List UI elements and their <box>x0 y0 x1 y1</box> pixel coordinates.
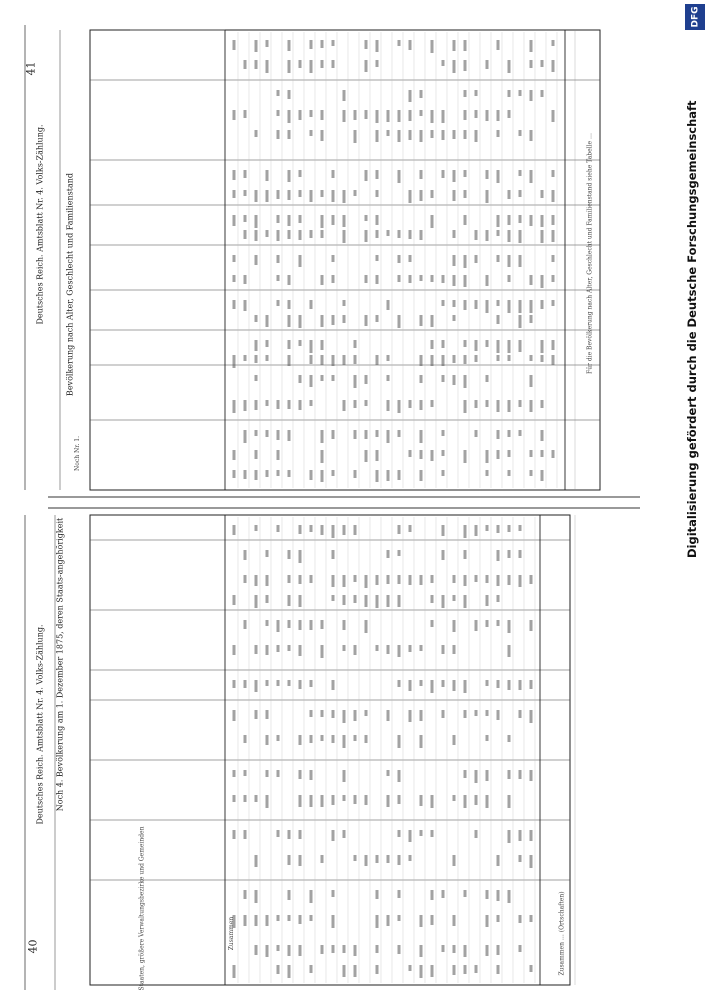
dfg-watermark-text: Digitalisierung gefördert durch die Deutsche Forschungsgemeinschaft <box>685 100 699 558</box>
right-page-title: Bevölkerung nach Alter, Geschlecht und Familienstand <box>65 172 75 397</box>
right-page-number: 41 <box>24 61 38 76</box>
right-stub-header: Noch Nr. 1. <box>74 436 81 471</box>
right-running-head: Deutsches Reich. Amtsblatt Nr. 4. Volks-Zählung. <box>35 124 45 325</box>
dfg-watermark-banner <box>683 0 707 1000</box>
right-footnote: Für die Bevölkerung nach Alter, Geschlecht und Familienstand siehe Tabelle … <box>586 133 594 374</box>
left-stub-header: Staaten, größere Verwaltungsbezirke und Gemeinden <box>138 826 146 991</box>
left-page-number: 40 <box>26 939 40 954</box>
left-footnote: Zusammen … (Ortschaften) <box>558 891 566 976</box>
left-page-title: Noch 4. Bevölkerung am 1. Dezember 1875, deren Staats-angehörigkeit <box>55 517 65 812</box>
dfg-logo-icon: DFG <box>685 4 705 30</box>
left-total-label: Zusammen <box>228 916 236 951</box>
left-running-head: Deutsches Reich. Amtsblatt Nr. 4. Volks-Zählung. <box>35 624 45 825</box>
